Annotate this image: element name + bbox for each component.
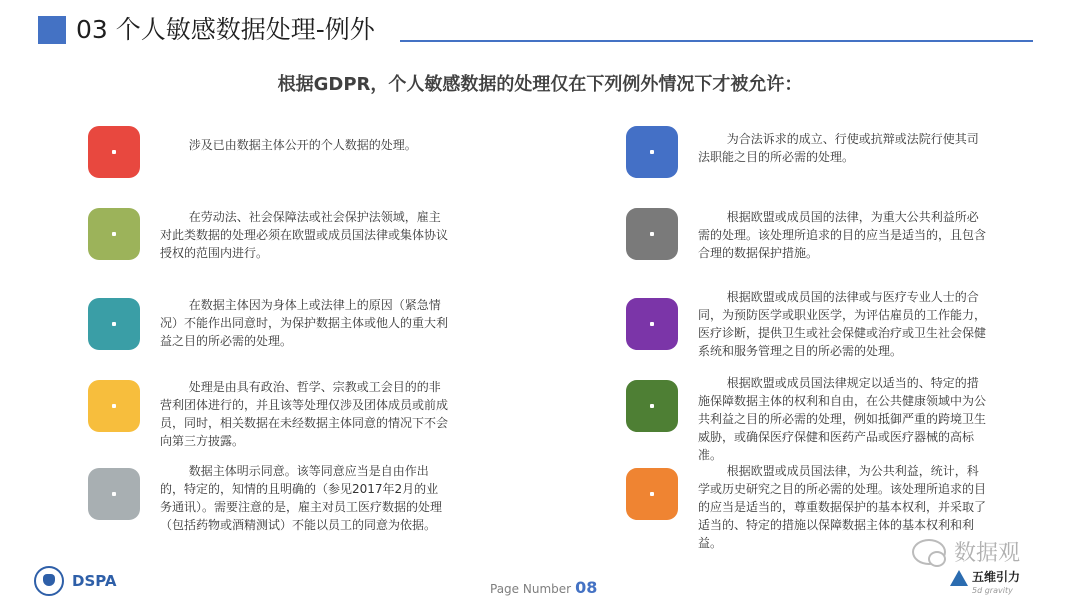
dspa-logo-text: DSPA	[72, 572, 117, 590]
gravity-triangle-icon	[950, 570, 968, 586]
page-subtitle: 根据GDPR，个人敏感数据的处理仅在下列例外情况下才被允许：	[277, 74, 803, 95]
wechat-icon	[912, 539, 946, 565]
left-item-4-text: 处理是由具有政治、哲学、宗教或工会目的的非营利团体进行的，并且该等处理仅涉及团体成员或前成员，同时，相关数据在未经数据主体同意的情况下不会向第三方披露。	[160, 380, 449, 448]
page-title: 03 个人敏感数据处理-例外	[76, 15, 375, 44]
left-badge-1	[88, 126, 140, 178]
page-number-value: 08	[575, 578, 598, 597]
page-number	[490, 578, 597, 597]
left-item-5-text: 数据主体明示同意。该等同意应当是自由作出的，特定的，知情的且明确的（参见2017年2月的业务通讯）。需要注意的是，雇主对员工医疗数据的处理（包括药物或酒精测试）不能以员工的同意为依据。	[160, 464, 443, 532]
right-item-4-text: 根据欧盟或成员国法律规定以适当的、特定的措施保障数据主体的权利和自由，在公共健康领域中为公共利益之目的所必需的处理，例如抵御严重的跨境卫生威胁，或确保医疗保健和医药产品或医疗器械的高标准。	[698, 376, 987, 462]
right-badge-3	[626, 298, 678, 350]
title-accent-square	[38, 16, 66, 44]
left-badge-3	[88, 298, 140, 350]
left-item-3-text: 在数据主体因为身体上或法律上的原因（紧急情况）不能作出同意时，为保护数据主体或他人的重大利益之目的所必需的处理。	[160, 298, 449, 348]
right-badge-2	[626, 208, 678, 260]
gravity-brand: 五维引力	[972, 570, 1021, 584]
gravity-logo	[950, 568, 1020, 586]
title-underline	[400, 40, 1033, 42]
right-item-2-text: 根据欧盟或成员国的法律，为重大公共利益所必需的处理。该处理所追求的目的应当是适当的，且包含合理的数据保护措施。	[698, 210, 987, 260]
watermark-text: 数据观	[954, 541, 1021, 566]
right-badge-4	[626, 380, 678, 432]
dspa-emblem-icon	[34, 566, 64, 596]
dspa-logo	[34, 566, 116, 596]
right-badge-1	[626, 126, 678, 178]
right-item-3-text: 根据欧盟或成员国的法律或与医疗专业人士的合同，为预防医学或职业医学，为评估雇员的工作能力，医疗诊断，提供卫生或社会保健或治疗或卫生社会保健系统和服务管理之目的所必需的处理。	[698, 290, 987, 358]
gravity-subtext: 5d gravity	[972, 586, 1013, 595]
right-badge-5	[626, 468, 678, 520]
left-badge-4	[88, 380, 140, 432]
left-item-2-text: 在劳动法、社会保障法或社会保护法领域，雇主对此类数据的处理必须在欧盟或成员国法律或集体协议授权的范围内进行。	[160, 210, 449, 260]
page-number-label: Page Number	[490, 582, 572, 596]
wechat-watermark	[912, 536, 1020, 567]
left-badge-5	[88, 468, 140, 520]
left-badge-2	[88, 208, 140, 260]
right-item-1-text: 为合法诉求的成立、行使或抗辩或法院行使其司法职能之目的所必需的处理。	[698, 132, 979, 164]
left-item-1-text: 涉及已由数据主体公开的个人数据的处理。	[188, 138, 417, 152]
right-item-5-text: 根据欧盟或成员国法律，为公共利益，统计，科学或历史研究之目的所必需的处理。该处理所追求的目的应当是适当的，尊重数据保护的基本权利，并采取了适当的、特定的措施以保障数据主体的基本权利和利益。	[698, 464, 987, 550]
